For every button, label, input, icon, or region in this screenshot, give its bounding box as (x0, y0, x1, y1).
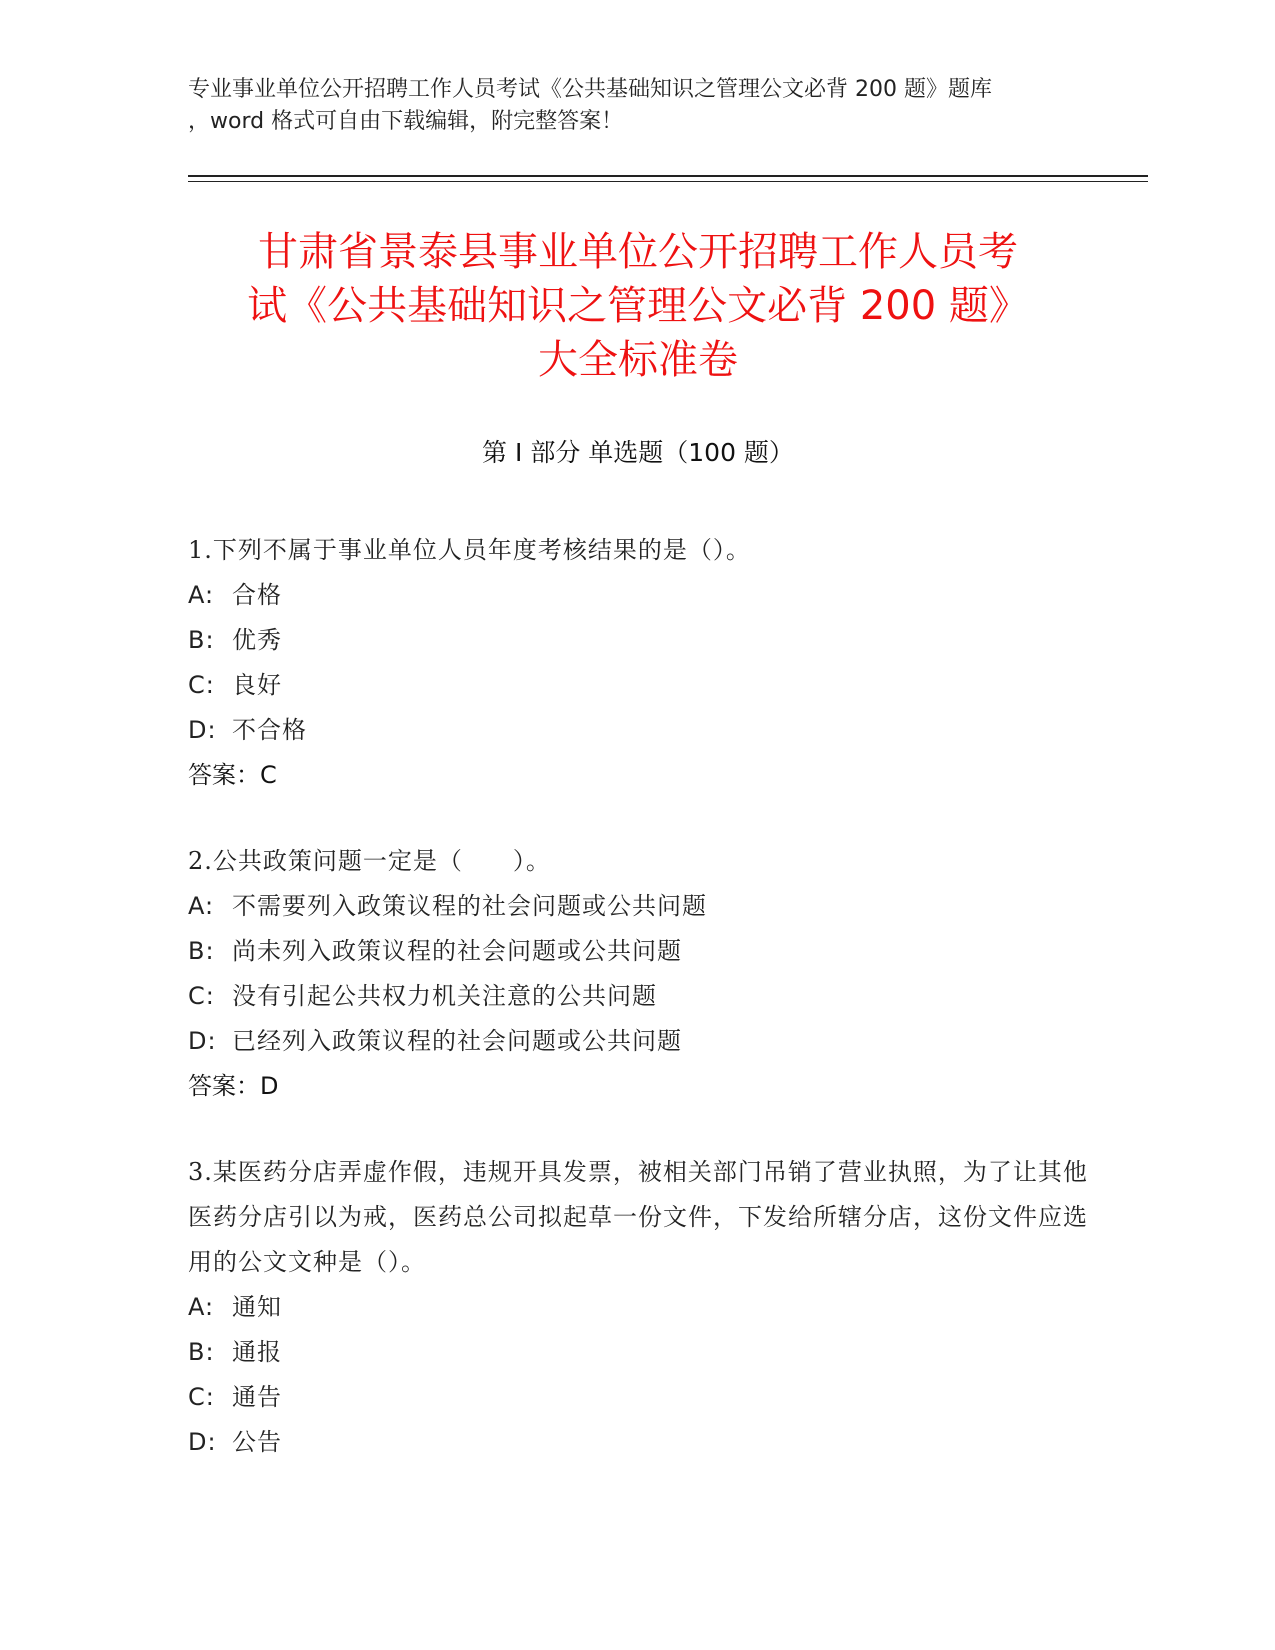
question-3 (188, 1150, 1108, 1465)
option-letter: B: (188, 1338, 215, 1366)
question-2 (188, 839, 1108, 1109)
option-a (188, 573, 1108, 618)
option-d (188, 708, 1108, 753)
option-text: 优秀 (232, 626, 282, 654)
option-text: 不需要列入政策议程的社会问题或公共问题 (232, 892, 707, 920)
option-letter: A: (188, 1293, 215, 1321)
option-letter: D: (188, 716, 217, 744)
option-letter: C: (188, 1383, 215, 1411)
option-text: 公告 (232, 1428, 282, 1456)
question-stem: 3.某医药分店弄虚作假，违规开具发票，被相关部门吊销了营业执照，为了让其他医药分店引以为戒，医药总公司拟起草一份文件，下发给所辖分店，这份文件应选用的公文文种是（）。 (188, 1158, 1088, 1276)
option-text: 合格 (232, 581, 282, 609)
option-text: 通报 (232, 1338, 282, 1366)
option-a (188, 1285, 1108, 1330)
option-c (188, 1375, 1108, 1420)
page-title-line-3: 大全标准卷 (538, 337, 738, 383)
option-b (188, 929, 1108, 974)
option-text: 不合格 (232, 716, 307, 744)
question-answer: 答案：D (188, 1072, 279, 1100)
header-note-line-2: ，word 格式可自由下载编辑，附完整答案！ (188, 109, 624, 134)
option-letter: A: (188, 892, 215, 920)
question-stem: 1.下列不属于事业单位人员年度考核结果的是（）。 (188, 536, 751, 564)
option-b (188, 1330, 1108, 1375)
option-letter: D: (188, 1027, 217, 1055)
header-rule-thin (188, 181, 1148, 182)
option-c (188, 663, 1108, 708)
option-text: 通知 (232, 1293, 282, 1321)
question-list (188, 528, 1108, 1506)
option-d (188, 1420, 1108, 1465)
option-text: 尚未列入政策议程的社会问题或公共问题 (232, 937, 682, 965)
option-letter: B: (188, 626, 215, 654)
page-title-line-2: 试《公共基础知识之管理公文必背 200 题》 (247, 283, 1029, 329)
option-text: 已经列入政策议程的社会问题或公共问题 (232, 1027, 682, 1055)
question-stem: 2.公共政策问题一定是（ ）。 (188, 847, 551, 875)
option-letter: D: (188, 1428, 217, 1456)
option-letter: C: (188, 982, 215, 1010)
question-1 (188, 528, 1108, 798)
option-letter: A: (188, 581, 215, 609)
option-letter: C: (188, 671, 215, 699)
option-text: 通告 (232, 1383, 282, 1411)
option-text: 没有引起公共权力机关注意的公共问题 (232, 982, 657, 1010)
option-letter: B: (188, 937, 215, 965)
option-a (188, 884, 1108, 929)
option-c (188, 974, 1108, 1019)
header-rule-thick (188, 175, 1148, 177)
option-b (188, 618, 1108, 663)
option-text: 良好 (232, 671, 282, 699)
page-title-line-1: 甘肃省景泰县事业单位公开招聘工作人员考 (258, 229, 1018, 275)
header-note-line-1: 专业事业单位公开招聘工作人员考试《公共基础知识之管理公文必背 200 题》题库 (188, 77, 992, 102)
header-note (188, 74, 1088, 138)
option-d (188, 1019, 1108, 1064)
section-title: 第 I 部分 单选题（100 题） (482, 438, 794, 467)
page-title (188, 225, 1088, 387)
question-answer: 答案：C (188, 761, 277, 789)
